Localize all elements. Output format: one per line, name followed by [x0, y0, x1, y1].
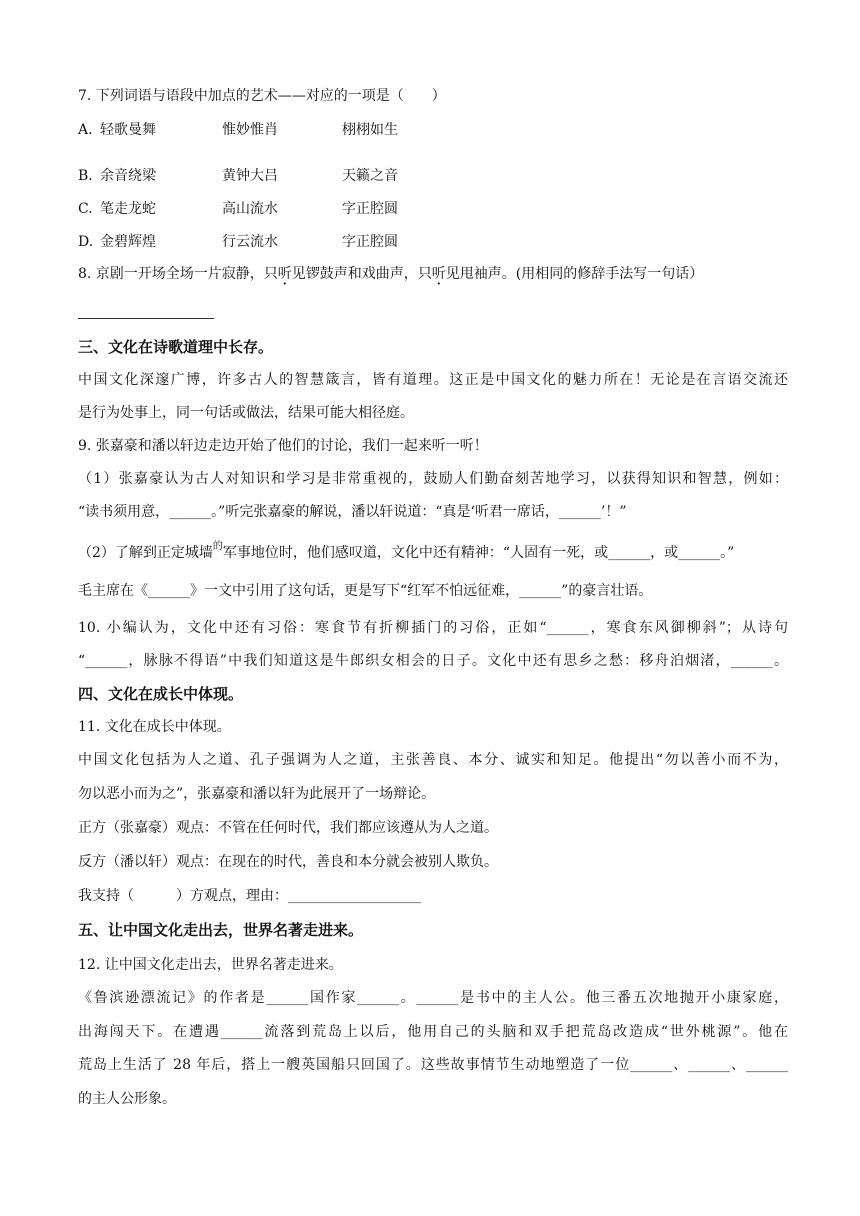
option-word-1: 笔走龙蛇: [100, 201, 156, 217]
q8-stem: [78, 264, 788, 284]
option-word-1: 金碧辉煌: [100, 234, 156, 250]
option-word-2: 惟妙惟肖: [222, 122, 278, 138]
option-word-3: 字正腔圆: [342, 201, 398, 217]
q9-2-line-2: 毛主席在《______》一文中引用了这句话，更是写下“红军不怕远征难，______”的豪言壮语。: [78, 583, 653, 599]
q9-1-line-2: “读书须用意，______。”听完张嘉豪的解说，潘以轩说道：“真是‘听君一席话，______’！”: [78, 504, 627, 520]
q10-line-1: 10. 小编认为，文化中还有习俗：寒食节有折柳插门的习俗，正如“______，寒食东风御柳斜”；从诗句: [78, 620, 788, 636]
s3-intro-line-2: 是行为处事上，同一句话或做法，结果可能大相径庭。: [78, 405, 414, 421]
option-word-2: 黄钟大吕: [222, 168, 278, 184]
option-letter: C.: [78, 201, 93, 217]
q9-2-line-1: [78, 543, 788, 565]
option-letter: D.: [78, 234, 94, 250]
q12-para-line-4: 的主人公形象。: [78, 1091, 176, 1107]
option-word-2: 行云流水: [222, 234, 278, 250]
s3-intro-line-1: 中国文化深邃广博，许多古人的智慧箴言，皆有道理。这正是中国文化的魅力所在！无论是在言语交流还: [78, 372, 788, 388]
q9-2-text-pre: （2）了解到正定城墙: [78, 545, 213, 561]
q11-para-line-2: 勿以恶小而为之”，张嘉豪和潘以轩为此展开了一场辩论。: [78, 786, 436, 802]
section-3-heading: 三、文化在诗歌道理中长存。: [78, 338, 274, 356]
con-viewpoint: 反方（潘以轩）观点：在现在的时代，善良和本分就会被别人欺负。: [78, 854, 498, 870]
option-letter: B.: [78, 168, 93, 184]
option-letter: A.: [78, 122, 93, 138]
pro-viewpoint: 正方（张嘉豪）观点：不管在任何时代，我们都应该遵从为人之道。: [78, 820, 498, 836]
support-answer-line[interactable]: 我支持（ ）方观点，理由：___________________: [78, 888, 421, 904]
q7-stem: 7. 下列词语与语段中加点的艺术——对应的一项是（ ）: [78, 88, 446, 104]
q9-1-line-1: （1）张嘉豪认为古人对知识和学习是非常重视的，鼓励人们勤奋刻苦地学习，以获得知识和智慧，例如：: [78, 471, 788, 487]
q8-text-pre: 8. 京剧一开场全场一片寂静，: [78, 266, 264, 282]
option-word-3: 天籁之音: [342, 168, 398, 184]
option-word-1: 轻歌曼舞: [100, 122, 156, 138]
answer-line[interactable]: [78, 318, 214, 319]
section-5-heading: 五、让中国文化走出去，世界名著走进来。: [78, 921, 364, 939]
q8-dotted-word-1: 只听见: [263, 266, 306, 282]
q9-2-superscript: 的: [212, 541, 223, 552]
q9-2-text-post: 军事地位时，他们感叹道，文化中还有精神：“人固有一死，或______，或______。”: [222, 545, 735, 561]
option-word-2: 高山流水: [222, 201, 278, 217]
q12-stem: 12. 让中国文化走出去，世界名著走进来。: [78, 957, 343, 973]
q10-line-2: “______，脉脉不得语”中我们知道这是牛郎织女相会的日子。文化中还有思乡之愁：移舟泊烟渚，______。: [78, 653, 788, 669]
q8-text-mid: 锣鼓声和戏曲声，: [305, 266, 418, 282]
q9-stem: 9. 张嘉豪和潘以轩边走边开始了他们的讨论，我们一起来听一听！: [78, 438, 488, 454]
q11-stem: 11. 文化在成长中体现。: [78, 719, 231, 735]
q12-para-line-1: 《鲁滨逊漂流记》的作者是______国作家______。______是书中的主人公。他三番五次地抛开小康家庭，: [78, 990, 788, 1006]
q11-para-line-1: 中国文化包括为人之道、孔子强调为人之道，主张善良、本分、诚实和知足。他提出“勿以善小而不为，: [78, 752, 788, 768]
q12-para-line-2: 出海闯天下。在遭遇______流落到荒岛上以后，他用自己的头脑和双手把荒岛改造成“世外桃源”。他在: [78, 1024, 788, 1040]
q8-text-post: 甩袖声。(用相同的修辞手法写一句话）: [459, 266, 704, 282]
option-word-3: 栩栩如生: [342, 122, 398, 138]
q12-para-line-3: 荒岛上生活了 28 年后，搭上一艘英国船只回国了。这些故事情节生动地塑造了一位______、______、______: [78, 1057, 788, 1073]
option-word-1: 余音绕梁: [100, 168, 156, 184]
section-4-heading: 四、文化在成长中体现。: [78, 685, 244, 703]
option-word-3: 字正腔圆: [342, 234, 398, 250]
q8-dotted-word-2: 只听见: [417, 266, 460, 282]
